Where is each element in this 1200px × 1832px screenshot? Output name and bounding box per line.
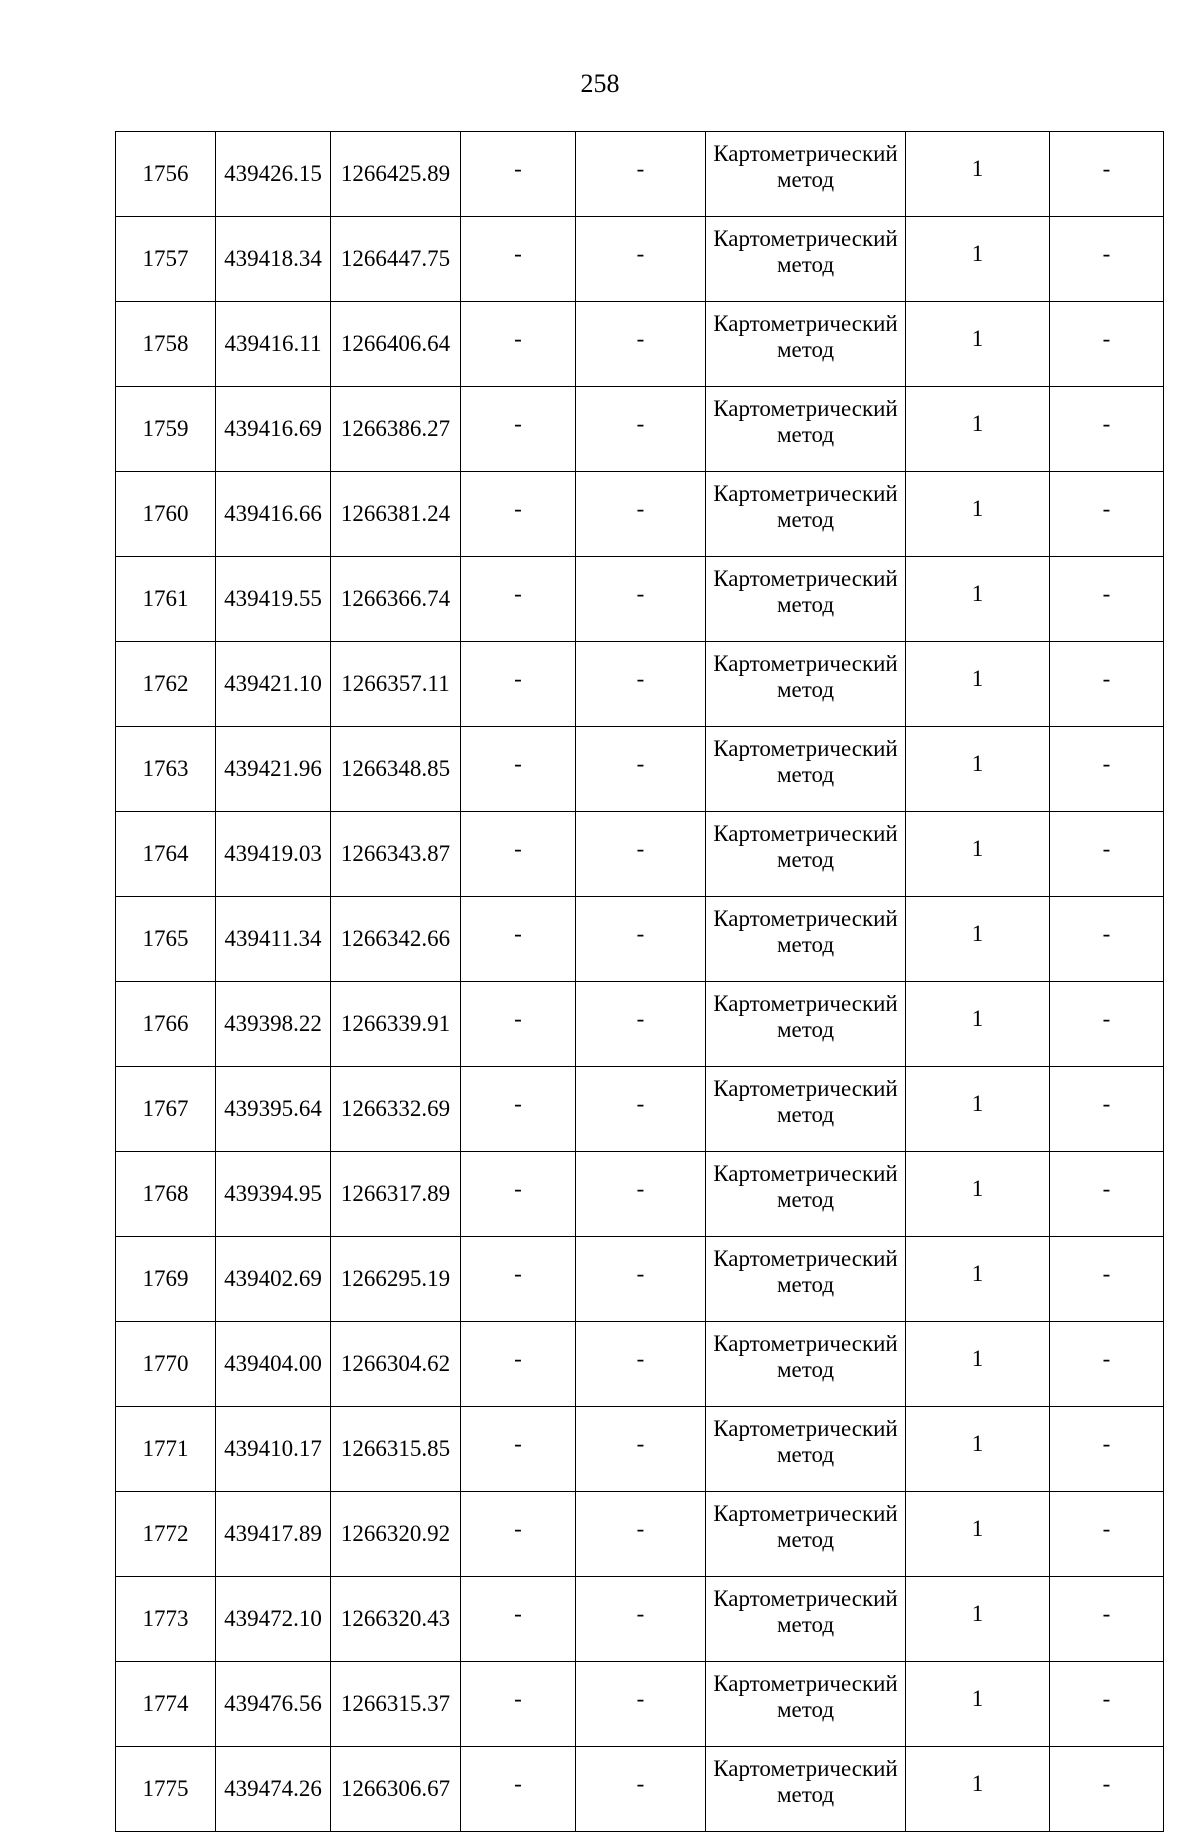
- point-number-cell: 1773: [116, 1577, 216, 1662]
- method-cell: [706, 1237, 906, 1322]
- method-cell: [706, 1322, 906, 1407]
- method-line-1: Картометрический: [713, 1331, 898, 1356]
- method-cell: [706, 897, 906, 982]
- empty-value-cell: -: [576, 1577, 706, 1662]
- x-coordinate-cell: 439416.66: [216, 472, 331, 557]
- method-cell: [706, 727, 906, 812]
- y-coordinate-cell: 1266357.11: [331, 642, 461, 727]
- empty-value-cell: -: [1050, 1152, 1164, 1237]
- method-line-1: Картометрический: [713, 1756, 898, 1781]
- empty-value-cell: -: [576, 1747, 706, 1832]
- accuracy-cell: 1: [906, 302, 1050, 387]
- table-row: [116, 1492, 1164, 1577]
- y-coordinate-cell: 1266381.24: [331, 472, 461, 557]
- method-line-2: метод: [776, 337, 835, 362]
- method-cell: [706, 1152, 906, 1237]
- accuracy-cell: 1: [906, 642, 1050, 727]
- method-line-2: метод: [776, 1612, 835, 1637]
- accuracy-cell: 1: [906, 727, 1050, 812]
- y-coordinate-cell: 1266304.62: [331, 1322, 461, 1407]
- empty-value-cell: -: [461, 642, 576, 727]
- y-coordinate-cell: 1266315.85: [331, 1407, 461, 1492]
- table-row: [116, 1322, 1164, 1407]
- method-line-2: метод: [776, 1187, 835, 1212]
- empty-value-cell: -: [576, 1067, 706, 1152]
- empty-value-cell: -: [576, 812, 706, 897]
- empty-value-cell: -: [576, 1492, 706, 1577]
- point-number-cell: 1774: [116, 1662, 216, 1747]
- table-row: [116, 642, 1164, 727]
- method-line-1: Картометрический: [713, 1416, 898, 1441]
- method-line-2: метод: [776, 592, 835, 617]
- point-number-cell: 1759: [116, 387, 216, 472]
- method-cell: [706, 387, 906, 472]
- empty-value-cell: -: [1050, 557, 1164, 642]
- y-coordinate-cell: 1266315.37: [331, 1662, 461, 1747]
- empty-value-cell: -: [576, 472, 706, 557]
- y-coordinate-cell: 1266339.91: [331, 982, 461, 1067]
- method-cell: [706, 217, 906, 302]
- method-line-2: метод: [776, 932, 835, 957]
- y-coordinate-cell: 1266447.75: [331, 217, 461, 302]
- empty-value-cell: -: [461, 982, 576, 1067]
- method-line-2: метод: [776, 167, 835, 192]
- x-coordinate-cell: 439398.22: [216, 982, 331, 1067]
- empty-value-cell: -: [461, 727, 576, 812]
- point-number-cell: 1775: [116, 1747, 216, 1832]
- point-number-cell: 1764: [116, 812, 216, 897]
- x-coordinate-cell: 439419.55: [216, 557, 331, 642]
- method-line-1: Картометрический: [713, 1076, 898, 1101]
- accuracy-cell: 1: [906, 897, 1050, 982]
- method-line-1: Картометрический: [713, 1671, 898, 1696]
- empty-value-cell: -: [461, 1577, 576, 1662]
- empty-value-cell: -: [461, 302, 576, 387]
- table-row: [116, 472, 1164, 557]
- empty-value-cell: -: [461, 1322, 576, 1407]
- empty-value-cell: -: [461, 217, 576, 302]
- y-coordinate-cell: 1266320.92: [331, 1492, 461, 1577]
- accuracy-cell: 1: [906, 1577, 1050, 1662]
- y-coordinate-cell: 1266317.89: [331, 1152, 461, 1237]
- y-coordinate-cell: 1266386.27: [331, 387, 461, 472]
- x-coordinate-cell: 439419.03: [216, 812, 331, 897]
- empty-value-cell: -: [1050, 1407, 1164, 1492]
- accuracy-cell: 1: [906, 1322, 1050, 1407]
- method-cell: [706, 812, 906, 897]
- method-cell: [706, 1067, 906, 1152]
- point-number-cell: 1761: [116, 557, 216, 642]
- accuracy-cell: 1: [906, 217, 1050, 302]
- empty-value-cell: -: [1050, 1237, 1164, 1322]
- empty-value-cell: -: [461, 1067, 576, 1152]
- page-number: 258: [580, 69, 620, 98]
- table-row: [116, 1662, 1164, 1747]
- method-line-1: Картометрический: [713, 396, 898, 421]
- point-number-cell: 1765: [116, 897, 216, 982]
- table-row: [116, 1407, 1164, 1492]
- y-coordinate-cell: 1266306.67: [331, 1747, 461, 1832]
- table-row: [116, 982, 1164, 1067]
- point-number-cell: 1762: [116, 642, 216, 727]
- accuracy-cell: 1: [906, 812, 1050, 897]
- method-line-1: Картометрический: [713, 1246, 898, 1271]
- x-coordinate-cell: 439476.56: [216, 1662, 331, 1747]
- empty-value-cell: -: [576, 897, 706, 982]
- x-coordinate-cell: 439421.96: [216, 727, 331, 812]
- empty-value-cell: -: [461, 1407, 576, 1492]
- empty-value-cell: -: [576, 217, 706, 302]
- point-number-cell: 1756: [116, 132, 216, 217]
- method-line-2: метод: [776, 1357, 835, 1382]
- method-line-1: Картометрический: [713, 651, 898, 676]
- x-coordinate-cell: 439404.00: [216, 1322, 331, 1407]
- method-line-1: Картометрический: [713, 1161, 898, 1186]
- method-cell: [706, 642, 906, 727]
- method-cell: [706, 1662, 906, 1747]
- empty-value-cell: -: [576, 557, 706, 642]
- empty-value-cell: -: [576, 1407, 706, 1492]
- empty-value-cell: -: [461, 1152, 576, 1237]
- y-coordinate-cell: 1266343.87: [331, 812, 461, 897]
- method-line-1: Картометрический: [713, 311, 898, 336]
- y-coordinate-cell: 1266366.74: [331, 557, 461, 642]
- table-row: [116, 302, 1164, 387]
- method-line-2: метод: [776, 1782, 835, 1807]
- point-number-cell: 1760: [116, 472, 216, 557]
- accuracy-cell: 1: [906, 472, 1050, 557]
- x-coordinate-cell: 439410.17: [216, 1407, 331, 1492]
- empty-value-cell: -: [461, 812, 576, 897]
- empty-value-cell: -: [1050, 897, 1164, 982]
- accuracy-cell: 1: [906, 1747, 1050, 1832]
- point-number-cell: 1771: [116, 1407, 216, 1492]
- empty-value-cell: -: [1050, 727, 1164, 812]
- point-number-cell: 1763: [116, 727, 216, 812]
- empty-value-cell: -: [576, 727, 706, 812]
- point-number-cell: 1758: [116, 302, 216, 387]
- method-line-2: метод: [776, 252, 835, 277]
- x-coordinate-cell: 439417.89: [216, 1492, 331, 1577]
- x-coordinate-cell: 439472.10: [216, 1577, 331, 1662]
- table-row: [116, 387, 1164, 472]
- accuracy-cell: 1: [906, 1152, 1050, 1237]
- accuracy-cell: 1: [906, 132, 1050, 217]
- y-coordinate-cell: 1266295.19: [331, 1237, 461, 1322]
- point-number-cell: 1769: [116, 1237, 216, 1322]
- empty-value-cell: -: [576, 1662, 706, 1747]
- method-line-1: Картометрический: [713, 481, 898, 506]
- method-line-2: метод: [776, 507, 835, 532]
- method-line-2: метод: [776, 1527, 835, 1552]
- empty-value-cell: -: [1050, 1577, 1164, 1662]
- method-cell: [706, 132, 906, 217]
- method-cell: [706, 1407, 906, 1492]
- method-line-1: Картометрический: [713, 991, 898, 1016]
- empty-value-cell: -: [1050, 472, 1164, 557]
- empty-value-cell: -: [1050, 1747, 1164, 1832]
- table-row: [116, 1237, 1164, 1322]
- empty-value-cell: -: [461, 1747, 576, 1832]
- y-coordinate-cell: 1266342.66: [331, 897, 461, 982]
- table-row: [116, 812, 1164, 897]
- x-coordinate-cell: 439426.15: [216, 132, 331, 217]
- y-coordinate-cell: 1266406.64: [331, 302, 461, 387]
- empty-value-cell: -: [461, 387, 576, 472]
- empty-value-cell: -: [576, 1237, 706, 1322]
- empty-value-cell: -: [461, 1662, 576, 1747]
- empty-value-cell: -: [576, 982, 706, 1067]
- method-line-1: Картометрический: [713, 906, 898, 931]
- table-row: [116, 1067, 1164, 1152]
- method-line-2: метод: [776, 422, 835, 447]
- method-cell: [706, 982, 906, 1067]
- point-number-cell: 1767: [116, 1067, 216, 1152]
- empty-value-cell: -: [576, 642, 706, 727]
- empty-value-cell: -: [576, 387, 706, 472]
- empty-value-cell: -: [1050, 1492, 1164, 1577]
- empty-value-cell: -: [1050, 302, 1164, 387]
- table-row: [116, 897, 1164, 982]
- x-coordinate-cell: 439474.26: [216, 1747, 331, 1832]
- method-line-1: Картометрический: [713, 566, 898, 591]
- table-body: [116, 132, 1164, 1832]
- y-coordinate-cell: 1266425.89: [331, 132, 461, 217]
- point-number-cell: 1770: [116, 1322, 216, 1407]
- accuracy-cell: 1: [906, 1237, 1050, 1322]
- method-line-2: метод: [776, 847, 835, 872]
- method-line-1: Картометрический: [713, 736, 898, 761]
- x-coordinate-cell: 439416.69: [216, 387, 331, 472]
- y-coordinate-cell: 1266320.43: [331, 1577, 461, 1662]
- accuracy-cell: 1: [906, 387, 1050, 472]
- table-row: [116, 132, 1164, 217]
- method-line-1: Картометрический: [713, 226, 898, 251]
- empty-value-cell: -: [576, 302, 706, 387]
- x-coordinate-cell: 439411.34: [216, 897, 331, 982]
- empty-value-cell: -: [461, 557, 576, 642]
- empty-value-cell: -: [576, 1322, 706, 1407]
- method-line-2: метод: [776, 1102, 835, 1127]
- method-line-2: метод: [776, 1697, 835, 1722]
- method-line-1: Картометрический: [713, 1501, 898, 1526]
- table-row: [116, 1152, 1164, 1237]
- table-row: [116, 217, 1164, 302]
- empty-value-cell: -: [461, 472, 576, 557]
- method-cell: [706, 302, 906, 387]
- empty-value-cell: -: [1050, 1322, 1164, 1407]
- table-row: [116, 1577, 1164, 1662]
- empty-value-cell: -: [1050, 132, 1164, 217]
- x-coordinate-cell: 439402.69: [216, 1237, 331, 1322]
- empty-value-cell: -: [461, 1492, 576, 1577]
- empty-value-cell: -: [461, 132, 576, 217]
- table-row: [116, 727, 1164, 812]
- method-line-1: Картометрический: [713, 141, 898, 166]
- point-number-cell: 1757: [116, 217, 216, 302]
- table-row: [116, 557, 1164, 642]
- method-line-2: метод: [776, 677, 835, 702]
- accuracy-cell: 1: [906, 1662, 1050, 1747]
- method-line-1: Картометрический: [713, 821, 898, 846]
- empty-value-cell: -: [576, 132, 706, 217]
- coordinates-table: [115, 131, 1164, 1832]
- y-coordinate-cell: 1266348.85: [331, 727, 461, 812]
- method-cell: [706, 1747, 906, 1832]
- accuracy-cell: 1: [906, 1407, 1050, 1492]
- empty-value-cell: -: [1050, 982, 1164, 1067]
- method-line-2: метод: [776, 1272, 835, 1297]
- empty-value-cell: -: [461, 1237, 576, 1322]
- method-cell: [706, 1492, 906, 1577]
- x-coordinate-cell: 439421.10: [216, 642, 331, 727]
- method-line-2: метод: [776, 762, 835, 787]
- point-number-cell: 1766: [116, 982, 216, 1067]
- method-cell: [706, 557, 906, 642]
- accuracy-cell: 1: [906, 557, 1050, 642]
- point-number-cell: 1768: [116, 1152, 216, 1237]
- method-line-1: Картометрический: [713, 1586, 898, 1611]
- accuracy-cell: 1: [906, 1492, 1050, 1577]
- y-coordinate-cell: 1266332.69: [331, 1067, 461, 1152]
- x-coordinate-cell: 439394.95: [216, 1152, 331, 1237]
- empty-value-cell: -: [1050, 812, 1164, 897]
- method-cell: [706, 1577, 906, 1662]
- empty-value-cell: -: [461, 897, 576, 982]
- method-cell: [706, 472, 906, 557]
- point-number-cell: 1772: [116, 1492, 216, 1577]
- x-coordinate-cell: 439416.11: [216, 302, 331, 387]
- empty-value-cell: -: [1050, 217, 1164, 302]
- method-line-2: метод: [776, 1017, 835, 1042]
- table-row: [116, 1747, 1164, 1832]
- empty-value-cell: -: [1050, 387, 1164, 472]
- x-coordinate-cell: 439418.34: [216, 217, 331, 302]
- empty-value-cell: -: [1050, 642, 1164, 727]
- method-line-2: метод: [776, 1442, 835, 1467]
- accuracy-cell: 1: [906, 1067, 1050, 1152]
- x-coordinate-cell: 439395.64: [216, 1067, 331, 1152]
- empty-value-cell: -: [1050, 1067, 1164, 1152]
- empty-value-cell: -: [576, 1152, 706, 1237]
- accuracy-cell: 1: [906, 982, 1050, 1067]
- empty-value-cell: -: [1050, 1662, 1164, 1747]
